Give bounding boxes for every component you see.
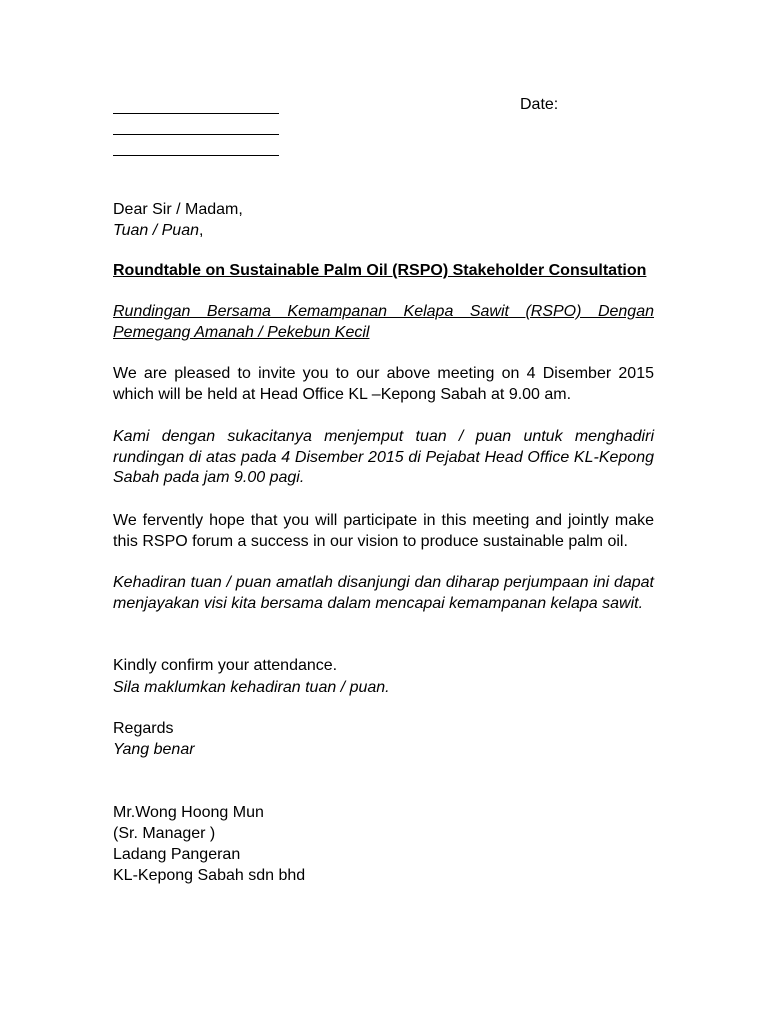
subject-malay: Rundingan Bersama Kemampanan Kelapa Sawit (RSPO) Dengan Pemegang Amanah / Pekebun Kecil [113,303,654,341]
paragraph-2-malay: Kehadiran tuan / puan amatlah disanjungi dan diharap perjumpaan ini dapat menjayakan visi kita bersama dalam mencapai kemampanan kelapa sawit. [113,574,654,612]
subject-english: Roundtable on Sustainable Palm Oil (RSPO) Stakeholder Consultation [113,262,647,279]
address-blank-line-3 [113,155,279,156]
salutation-malay-text: Tuan / Puan [113,222,199,239]
signature-company: KL-Kepong Sabah sdn bhd [113,867,306,884]
confirm-malay: Sila maklumkan kehadiran tuan / puan. [113,679,390,696]
salutation-malay [113,220,203,241]
closing-malay: Yang benar [113,741,195,758]
signature-estate: Ladang Pangeran [113,846,241,863]
salutation-english: Dear Sir / Madam, [113,201,243,218]
closing-english: Regards [113,720,174,737]
paragraph-1-malay: Kami dengan sukacitanya menjemput tuan / puan untuk menghadiri rundingan di atas pada 4 Disember 2015 di Pejabat Head Office KL-Kepong Sabah pada jam 9.00 pagi. [113,428,654,487]
paragraph-2-english: We fervently hope that you will participate in this meeting and jointly make this RSPO forum a success in our vision to produce sustainable palm oil. [113,512,654,550]
address-blank-line-1 [113,113,279,114]
date-label: Date: [520,96,559,113]
signature-name: Mr.Wong Hoong Mun [113,804,264,821]
paragraph-1-english: We are pleased to invite you to our above meeting on 4 Disember 2015 which will be held at Head Office KL –Kepong Sabah at 9.00 am. [113,365,654,403]
salutation-malay-comma: , [198,222,204,239]
confirm-english: Kindly confirm your attendance. [113,657,338,674]
signature-title: (Sr. Manager ) [113,825,216,842]
address-blank-line-2 [113,134,279,135]
